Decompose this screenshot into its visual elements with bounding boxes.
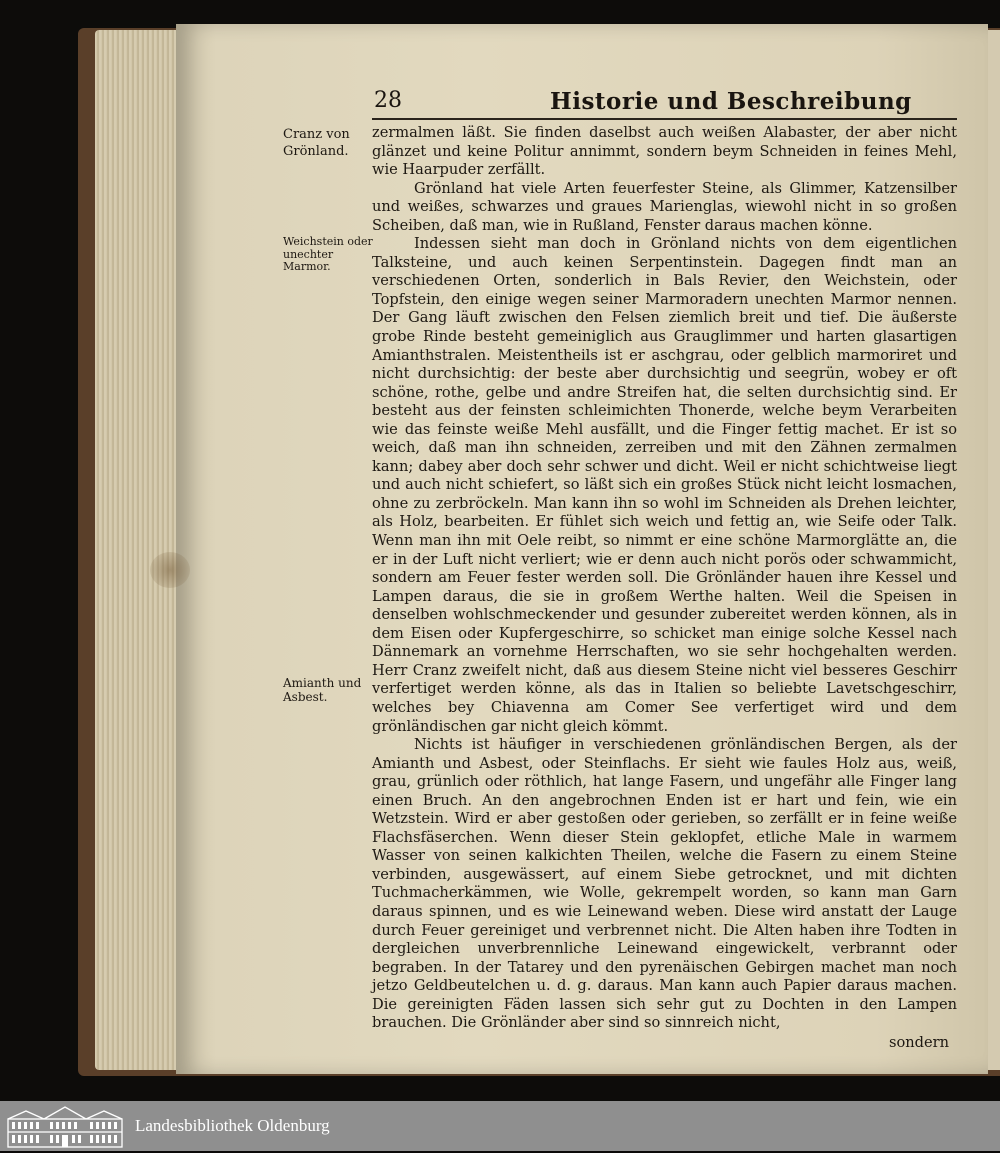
- margin-note-weichstein: Weichstein oder unechter Marmor.: [283, 235, 373, 273]
- catchword: sondern: [888, 1033, 949, 1051]
- library-building-icon: [6, 1105, 124, 1149]
- paragraph: Nichts ist häufiger in verschiedenen grönländischen Bergen, als der Amianth und Asbest, oder Steinflachs. Er sieht wie faules Holz aus, weiß, grau, grünlich oder röthlich, hat lange Fasern, und ungefähr alle Finger lang einen Bruch. An den angebrochnen Enden ist er hart und fein, wie ein Wetzstein. Wird er aber gestoßen oder gerieben, so zerfällt er in feine weiße Flachsfäserchen. Wenn dieser Stein geklopfet, etliche Male in warmem Wasser von seinen kalkichten Theilen, welche die Fasern zu einem Steine verbinden, ausgewässert, auf einem Siebe getrocknet, und mit dichten Tuchmacherkämmen, wie Wolle, gekrempelt worden, so kann man Garn daraus spinnen, und es wie Leinewand weben. Diese wird anstatt der Lauge durch Feuer gereiniget und verbrennet nicht. Die Alten haben ihre Todten in dergleichen unverbrennliche Leinewand eingewickelt, verbrannt oder begraben. In der Tatarey und den pyrenäischen Gebirgen machet man noch jetzo Geldbeutelchen u. d. g. daraus. Man kann auch Papier daraus machen. Die gereinigten Fäden lassen sich sehr gut zu Dochten in den Lampen brauchen. Die Grönländer aber sind so sinnreich nicht,: [372, 736, 957, 1032]
- margin-note-amianth: Amianth und Asbest.: [283, 676, 362, 704]
- body-text: [372, 124, 957, 1052]
- paper-stain: [150, 552, 190, 588]
- next-page-edge: [988, 30, 1000, 1070]
- library-footer: [0, 1101, 1000, 1151]
- header-title: Historie und Beschreibung: [550, 88, 912, 115]
- paragraph: Indessen sieht man doch in Grönland nichts von dem eigentlichen Talksteine, und auch keinen Serpentinstein. Dagegen findt man an verschiedenen Orten, sonderlich in Bals Revier, den Weichstein, oder Topfstein, den einige wegen seiner Marmoradern unechten Marmor nennen. Der Gang läuft zwischen den Felsen ziemlich breit und tief. Die äußerste grobe Rinde besteht gemeiniglich aus Grauglimmer und harten glasartigen Amianthstralen. Meistentheils ist er aschgrau, oder gelblich marmoriret und nicht durchsichtig: der beste aber durchsichtig und seegrün, wobey er oft schöne, rothe, gelbe und andre Streifen hat, die selten durchsichtig sind. Er besteht aus der feinsten schleimichten Thonerde, welche beym Verarbeiten wie das feinste weiße Mehl ausfällt, und die Finger fettig machet. Er ist so weich, daß man ihn schneiden, zerreiben und mit den Zähnen zermalmen kann; dabey aber doch sehr schwer und dicht. Weil er nicht schichtweise liegt und auch nicht schiefert, so läßt sich ein großes Stück nicht leicht losmachen, ohne zu zerbröckeln. Man kann ihn so wohl im Schneiden als Drehen leichter, als Holz, bearbeiten. Er fühlet sich weich und fettig an, wie Seife oder Talk. Wenn man ihn mit Oele reibt, so nimmt er eine schöne Marmorglätte an, die er in der Luft nicht verliert; wie er denn auch nicht porös oder schwammicht, sondern am Feuer fester werden soll. Die Grönländer hauen ihre Kessel und Lampen daraus, die sie in großem Werthe halten. Weil die Speisen in denselben wohlschmeckender und gesunder zubereitet werden können, als in dem Eisen oder Kupfergeschirre, so schicket man einige solche Kessel nach Dännemark an vornehme Herrschaften, wo sie sehr hochgehalten werden. Herr Cranz zweifelt nicht, daß aus diesem Steine nicht viel besseres Geschirr verfertiget werden könne, als das in Italien so beliebte Lavetschgeschirr, welches bey Chiavenna am Comer See verfertiget wird und dem grönländischen gar nicht gleich kömmt.: [372, 235, 957, 735]
- header-rule: [372, 118, 957, 120]
- page-number: 28: [374, 88, 402, 113]
- paragraph: Grönland hat viele Arten feuerfester Steine, als Glimmer, Katzensilber und weißes, schwarzes und graues Marienglas, wiewohl nicht in so großen Scheiben, daß man, wie in Rußland, Fenster daraus machen könne.: [372, 179, 957, 234]
- paragraph: zermalmen läßt. Sie finden daselbst auch weißen Alabaster, der aber nicht glänzet und keine Politur annimmt, sondern beym Schneiden in feines Mehl, wie Haarpuder zerfällt.: [372, 124, 957, 179]
- library-name: Landesbibliothek Oldenburg: [135, 1116, 330, 1135]
- page-edges: [95, 30, 185, 1070]
- margin-note-cranz: Cranz von Grönland.: [283, 127, 350, 159]
